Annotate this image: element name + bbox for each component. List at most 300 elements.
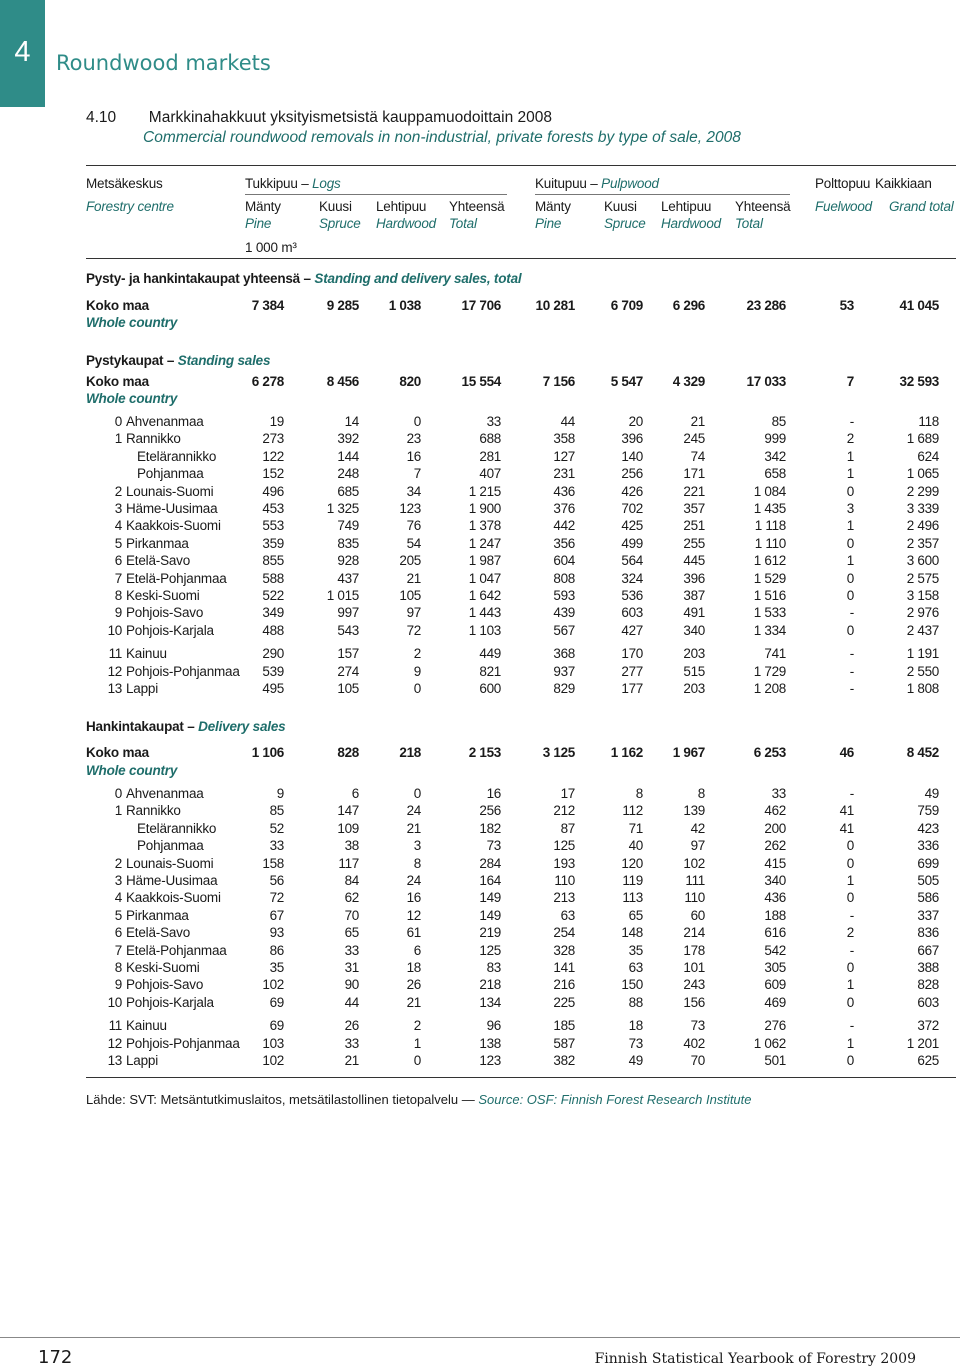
- table-cell: 1 247: [468, 535, 501, 551]
- table-cell: 702: [621, 501, 643, 516]
- table-cell: 70: [344, 907, 359, 923]
- region-number: 1: [114, 431, 122, 447]
- header-fuel-fi: Polttopuu: [815, 176, 871, 191]
- table-cell: 396: [683, 570, 705, 586]
- table-cell: 164: [479, 873, 501, 888]
- table-cell: 33: [486, 414, 501, 429]
- table-cell: 564: [621, 553, 643, 569]
- table-cell: 437: [337, 570, 359, 586]
- region-number: 1: [114, 803, 122, 819]
- table-cell: 10 281: [535, 298, 575, 313]
- table-cell: 9: [276, 786, 284, 801]
- table-cell: 86: [269, 942, 284, 958]
- header-dash: –: [301, 176, 309, 191]
- table-cell: 2 976: [906, 605, 939, 621]
- table-cell: 0: [413, 414, 421, 429]
- subheader-fi: Lehtipuu: [661, 199, 712, 214]
- table-cell: 119: [622, 873, 643, 888]
- table-cell: 105: [337, 681, 359, 696]
- table-cell: 539: [262, 663, 284, 679]
- table-cell: -: [849, 663, 854, 679]
- table-cell: 93: [269, 925, 284, 941]
- table-cell: 505: [917, 873, 939, 888]
- region-number: 11: [108, 646, 122, 662]
- table-cell: 603: [621, 605, 643, 621]
- table-cell: 0: [846, 838, 854, 854]
- table-cell: 147: [337, 803, 359, 819]
- table-cell: 12: [406, 907, 421, 923]
- header-total-fi: Kaikkiaan: [875, 176, 932, 191]
- subheader-fi: Mänty: [245, 199, 281, 214]
- table-cell: 427: [621, 622, 643, 638]
- table-cell: 281: [479, 448, 501, 464]
- table-cell: 1 106: [251, 745, 284, 760]
- table-cell: 262: [764, 838, 786, 854]
- table-cell: 0: [846, 960, 854, 975]
- table-cell: 62: [344, 890, 359, 906]
- table-cell: 40: [628, 838, 643, 854]
- table-cell: 61: [406, 925, 421, 941]
- table-cell: 26: [406, 977, 421, 993]
- table-cell: 203: [683, 646, 705, 662]
- table-cell: 73: [628, 1035, 643, 1051]
- table-cell: 65: [628, 907, 643, 923]
- table-cell: 97: [406, 605, 421, 621]
- table-cell: 84: [344, 873, 359, 888]
- table-cell: 0: [846, 994, 854, 1010]
- region-number: 12: [107, 1035, 122, 1051]
- section-standing-heading: [86, 353, 270, 369]
- table-cell: 149: [479, 890, 501, 906]
- region-name: Kaakkois-Suomi: [126, 518, 221, 534]
- all-total-fi: Koko maa: [86, 298, 149, 313]
- source-fi: Lähde: SVT: Metsäntutkimuslaitos, metsätilastollinen tietopalvelu: [86, 1092, 459, 1107]
- table-cell: 2 299: [906, 483, 939, 499]
- table-cell: 3 158: [906, 588, 939, 603]
- table-cell: 688: [479, 431, 501, 447]
- table-cell: 587: [553, 1035, 575, 1051]
- table-cell: 603: [917, 994, 939, 1010]
- table-cell: 17 706: [461, 298, 501, 313]
- region-number: 7: [114, 570, 122, 586]
- header-fuel-en: Fuelwood: [815, 199, 872, 214]
- table-cell: 185: [553, 1018, 575, 1034]
- table-cell: 157: [337, 646, 359, 662]
- table-cell: 178: [683, 942, 705, 958]
- region-name: Ahvenanmaa: [126, 414, 204, 429]
- table-cell: 1: [846, 553, 854, 569]
- subheader-fi: Kuusi: [319, 199, 352, 214]
- subheader-en: Spruce: [604, 216, 646, 231]
- table-cell: 1 103: [468, 622, 501, 638]
- table-cell: 616: [764, 925, 786, 941]
- table-cell: 90: [344, 977, 359, 993]
- table-cell: 536: [621, 588, 643, 603]
- table-cell: 113: [622, 890, 643, 906]
- table-cell: 112: [622, 803, 643, 819]
- table-cell: 255: [683, 535, 705, 551]
- all-total-en: Whole country: [86, 315, 178, 330]
- region-number: 5: [114, 535, 122, 551]
- table-cell: 0: [846, 622, 854, 638]
- region-number: 13: [107, 681, 122, 696]
- section-all-dash: –: [303, 271, 311, 286]
- region-number: 6: [114, 925, 122, 941]
- table-cell: 1 516: [753, 588, 786, 603]
- table-cell: 9: [413, 663, 421, 679]
- table-cell: 290: [262, 646, 284, 662]
- table-cell: 2 153: [468, 745, 501, 760]
- table-cell: 376: [553, 501, 575, 516]
- table-cell: 609: [764, 977, 786, 993]
- region-name: Pirkanmaa: [126, 907, 189, 923]
- table-cell: 97: [690, 838, 705, 854]
- table-cell: -: [849, 1018, 854, 1034]
- table-cell: 829: [553, 681, 575, 696]
- table-cell: 667: [917, 942, 939, 958]
- table-cell: 7: [846, 374, 854, 389]
- table-cell: 73: [486, 838, 501, 854]
- table-cell: 15 554: [461, 374, 501, 389]
- region-name: Keski-Suomi: [126, 960, 200, 975]
- table-cell: 158: [262, 855, 284, 871]
- table-cell: 699: [917, 855, 939, 871]
- table-cell: 445: [683, 553, 705, 569]
- region-number: 9: [114, 605, 122, 621]
- table-cell: 515: [683, 663, 705, 679]
- table-cell: 1: [846, 448, 854, 464]
- table-number: 4.10: [86, 109, 117, 126]
- table-cell: 134: [479, 994, 501, 1010]
- region-number: 11: [108, 1018, 122, 1034]
- logs-rule: [245, 194, 507, 195]
- table-cell: 1 435: [753, 501, 786, 516]
- header-logs-fi: Tukkipuu: [245, 176, 298, 191]
- table-cell: 216: [553, 977, 575, 993]
- table-cell: 277: [621, 663, 643, 679]
- table-cell: 188: [764, 907, 786, 923]
- region-name: Etelä-Pohjanmaa: [126, 570, 227, 586]
- table-cell: 125: [553, 838, 575, 854]
- table-cell: 1 529: [753, 570, 786, 586]
- table-cell: 820: [399, 374, 421, 389]
- table-cell: 1 215: [468, 483, 501, 499]
- section-all-fi: Pysty- ja hankintakaupat yhteensä: [86, 271, 300, 286]
- table-cell: 625: [917, 1053, 939, 1068]
- table-cell: 110: [554, 873, 575, 888]
- table-cell: 1 047: [468, 570, 501, 586]
- region-name: Pohjois-Savo: [126, 605, 204, 621]
- table-cell: 1 378: [468, 518, 501, 534]
- table-cell: 276: [764, 1018, 786, 1034]
- header-rule-bottom: [86, 258, 956, 259]
- table-cell: 2 496: [906, 518, 939, 534]
- table-cell: 588: [262, 570, 284, 586]
- table-cell: 73: [690, 1018, 705, 1034]
- table-cell: 2: [413, 646, 421, 662]
- region-number: 0: [114, 414, 122, 429]
- standing-total-en: Whole country: [86, 391, 178, 406]
- subheader-fi: Lehtipuu: [376, 199, 427, 214]
- table-cell: 32 593: [899, 374, 939, 389]
- table-cell: 835: [337, 535, 359, 551]
- table-cell: 6 296: [672, 298, 705, 313]
- section-standing-fi: Pystykaupat: [86, 353, 164, 368]
- table-cell: 123: [479, 1053, 501, 1068]
- region-number: 10: [107, 994, 122, 1010]
- table-cell: 6 278: [251, 374, 284, 389]
- table-cell: 0: [846, 483, 854, 499]
- table-cell: 1 325: [326, 501, 359, 516]
- table-cell: 14: [344, 414, 359, 429]
- subheader-en: Pine: [535, 216, 562, 231]
- subheader-en: Spruce: [319, 216, 361, 231]
- region-name: Etelärannikko: [137, 448, 217, 464]
- table-cell: 586: [917, 890, 939, 906]
- table-cell: 152: [262, 466, 284, 482]
- table-cell: 3 600: [906, 553, 939, 569]
- table-cell: 144: [337, 448, 359, 464]
- table-cell: 18: [406, 960, 421, 975]
- table-cell: 150: [621, 977, 643, 993]
- table-cell: 0: [413, 1053, 421, 1068]
- table-cell: 49: [924, 786, 939, 801]
- table-cell: 357: [683, 501, 705, 516]
- table-cell: 1 334: [753, 622, 786, 638]
- section-all-en: Standing and delivery sales, total: [314, 271, 522, 286]
- table-cell: 1 201: [906, 1035, 939, 1051]
- table-cell: 2: [413, 1018, 421, 1034]
- section-all-heading: [86, 271, 521, 287]
- table-cell: 87: [560, 820, 575, 836]
- table-cell: 123: [399, 501, 421, 516]
- table-cell: 928: [337, 553, 359, 569]
- table-cell: 31: [344, 960, 359, 975]
- chapter-title: Roundwood markets: [56, 51, 271, 75]
- table-cell: 20: [628, 414, 643, 429]
- table-cell: 63: [628, 960, 643, 975]
- table-cell: 225: [553, 994, 575, 1010]
- table-cell: 26: [344, 1018, 359, 1034]
- table-cell: 102: [683, 855, 705, 871]
- footer-rule: [0, 1337, 960, 1338]
- section-delivery-fi: Hankintakaupat: [86, 719, 184, 734]
- table-cell: 85: [771, 414, 786, 429]
- table-cell: 1: [846, 1035, 854, 1051]
- table-cell: 593: [553, 588, 575, 603]
- table-cell: 21: [344, 1053, 359, 1068]
- table-cell: 1 084: [753, 483, 786, 499]
- table-cell: 127: [553, 448, 575, 464]
- region-name: Etelärannikko: [137, 820, 217, 836]
- subheader-en: Total: [449, 216, 477, 231]
- table-cell: 203: [683, 681, 705, 696]
- table-title-fi: Markkinahakkuut yksityismetsistä kauppamuodoittain 2008: [148, 109, 553, 126]
- table-cell: 1 062: [753, 1035, 786, 1051]
- table-cell: 8: [697, 786, 705, 801]
- table-cell: 491: [683, 605, 705, 621]
- table-cell: 46: [839, 745, 854, 760]
- delivery-total-fi: Koko maa: [86, 745, 149, 760]
- table-cell: 1: [846, 466, 854, 482]
- table-cell: 212: [553, 803, 575, 819]
- table-cell: 256: [621, 466, 643, 482]
- table-cell: -: [849, 681, 854, 696]
- table-cell: 69: [269, 1018, 284, 1034]
- table-cell: -: [849, 786, 854, 801]
- table-cell: 388: [917, 960, 939, 975]
- table-cell: 231: [553, 466, 575, 482]
- table-cell: 407: [479, 466, 501, 482]
- region-name: Rannikko: [126, 431, 181, 447]
- table-cell: 171: [683, 466, 705, 482]
- region-number: 3: [114, 501, 122, 516]
- header-pulp-fi: Kuitupuu: [535, 176, 587, 191]
- table-cell: 125: [479, 942, 501, 958]
- table-cell: 38: [344, 838, 359, 854]
- table-cell: 855: [262, 553, 284, 569]
- table-cell: 6: [351, 786, 359, 801]
- header-total-en: Grand total: [889, 199, 954, 214]
- region-name: Lounais-Suomi: [126, 855, 214, 871]
- table-cell: -: [849, 942, 854, 958]
- table-cell: 1 118: [754, 518, 786, 534]
- table-cell: 49: [628, 1053, 643, 1068]
- region-number: 2: [114, 855, 122, 871]
- table-cell: 1 729: [753, 663, 786, 679]
- table-cell: 305: [764, 960, 786, 975]
- table-cell: 41: [839, 803, 854, 819]
- table-cell: 372: [917, 1018, 939, 1034]
- region-name: Pohjanmaa: [137, 466, 204, 482]
- table-cell: 349: [262, 605, 284, 621]
- table-cell: 21: [406, 570, 421, 586]
- region-name: Häme-Uusimaa: [126, 501, 218, 516]
- source-dash: —: [461, 1092, 475, 1107]
- table-cell: 567: [553, 622, 575, 638]
- table-cell: 600: [479, 681, 501, 696]
- table-cell: 1 612: [753, 553, 786, 569]
- table-cell: 71: [628, 820, 643, 836]
- subheader-fi: Yhteensä: [735, 199, 791, 214]
- table-cell: 542: [764, 942, 786, 958]
- table-cell: 1 967: [672, 745, 705, 760]
- header-pulp: [535, 176, 659, 192]
- table-cell: 251: [683, 518, 705, 534]
- table-cell: 3: [413, 838, 421, 854]
- table-cell: 1 443: [468, 605, 501, 621]
- table-cell: 243: [683, 977, 705, 993]
- region-name: Ahvenanmaa: [126, 786, 204, 801]
- table-cell: 1 038: [388, 298, 421, 313]
- table-cell: 0: [846, 535, 854, 551]
- table-cell: 6 709: [610, 298, 643, 313]
- book-title: Finnish Statistical Yearbook of Forestry 2009: [594, 1351, 916, 1367]
- table-cell: 1: [413, 1035, 421, 1051]
- table-cell: 148: [621, 925, 643, 941]
- region-name: Pohjois-Karjala: [126, 994, 214, 1010]
- table-cell: 120: [621, 855, 643, 871]
- subheader-en: Pine: [245, 216, 272, 231]
- table-cell: 111: [685, 873, 705, 888]
- table-cell: 102: [262, 977, 284, 993]
- region-number: 12: [107, 663, 122, 679]
- section-standing-en: Standing sales: [177, 353, 271, 368]
- table-cell: 42: [690, 820, 705, 836]
- table-cell: -: [849, 907, 854, 923]
- table-cell: 117: [338, 855, 359, 871]
- table-cell: 44: [560, 414, 575, 429]
- table-cell: 0: [846, 855, 854, 871]
- table-cell: 139: [683, 803, 705, 819]
- table-cell: 1: [846, 518, 854, 534]
- table-cell: 16: [406, 890, 421, 906]
- table-cell: 149: [479, 907, 501, 923]
- table-cell: 1 689: [906, 431, 939, 447]
- region-number: 6: [114, 553, 122, 569]
- table-cell: 340: [764, 873, 786, 888]
- source-en: Source: OSF: Finnish Forest Research Institute: [478, 1092, 752, 1107]
- table-cell: 340: [683, 622, 705, 638]
- table-cell: 821: [479, 663, 501, 679]
- table-cell: 33: [344, 1035, 359, 1051]
- header-region-en: Forestry centre: [86, 199, 174, 214]
- table-cell: 808: [553, 570, 575, 586]
- region-name: Kainuu: [126, 1018, 167, 1034]
- table-cell: 828: [337, 745, 359, 760]
- header-pulp-en: Pulpwood: [601, 176, 659, 191]
- table-cell: 997: [337, 605, 359, 621]
- table-cell: 336: [917, 838, 939, 854]
- table-cell: 274: [337, 663, 359, 679]
- table-cell: 342: [764, 448, 786, 464]
- table-cell: 1 208: [753, 681, 786, 696]
- region-name: Etelä-Savo: [126, 553, 191, 569]
- table-cell: 442: [553, 518, 575, 534]
- table-cell: 221: [683, 483, 705, 499]
- region-name: Etelä-Savo: [126, 925, 191, 941]
- table-cell: 2 357: [906, 535, 939, 551]
- table-cell: 72: [406, 622, 421, 638]
- region-number: 0: [114, 786, 122, 801]
- table-cell: 35: [628, 942, 643, 958]
- table-cell: 218: [479, 977, 501, 993]
- table-cell: 499: [621, 535, 643, 551]
- table-cell: 16: [486, 786, 501, 801]
- table-cell: 24: [406, 803, 421, 819]
- table-cell: 35: [269, 960, 284, 975]
- table-cell: 1 900: [468, 501, 501, 516]
- table-cell: 41: [839, 820, 854, 836]
- chapter-number: 4: [14, 36, 31, 68]
- subheader-en: Total: [735, 216, 763, 231]
- table-cell: 356: [553, 535, 575, 551]
- table-cell: 72: [269, 890, 284, 906]
- table-cell: 495: [262, 681, 284, 696]
- table-cell: 214: [683, 925, 705, 941]
- region-name: Kainuu: [126, 646, 167, 662]
- table-cell: 256: [479, 803, 501, 819]
- table-cell: 2: [846, 431, 854, 447]
- region-number: 4: [114, 518, 122, 534]
- table-cell: 63: [560, 907, 575, 923]
- region-number: 7: [114, 942, 122, 958]
- region-name: Pohjanmaa: [137, 838, 204, 854]
- table-cell: 218: [399, 745, 421, 760]
- region-number: 8: [114, 960, 122, 975]
- table-cell: 2: [846, 925, 854, 941]
- table-cell: 759: [917, 803, 939, 819]
